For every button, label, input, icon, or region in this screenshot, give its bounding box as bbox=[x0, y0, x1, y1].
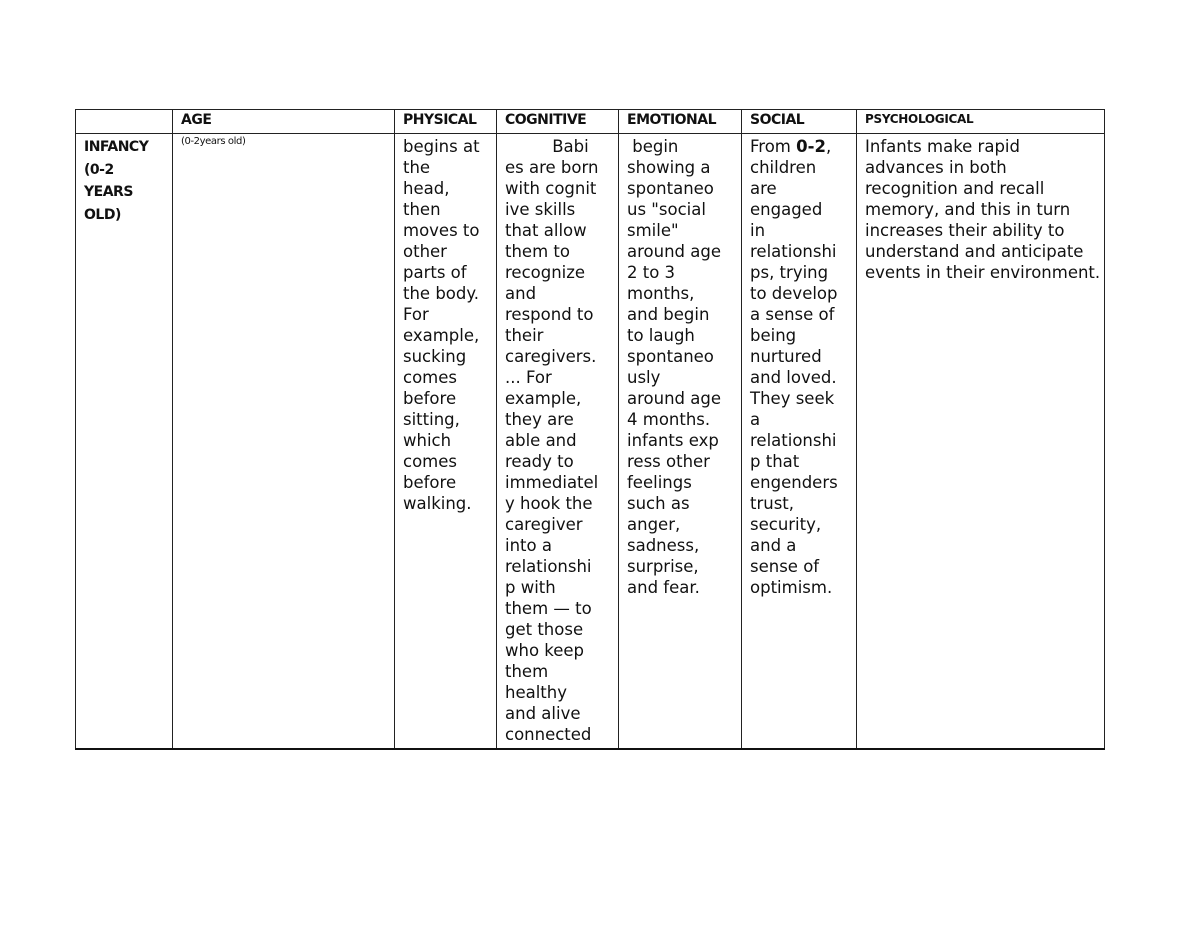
social-cell bbox=[742, 134, 857, 750]
stage-label: INFANCY (0-2 YEARS OLD) bbox=[76, 134, 173, 750]
physical-cell: begins at the head, then moves to other parts of the body. For example, sucking comes before sitting, which comes before walking. bbox=[395, 134, 497, 750]
header-stage bbox=[76, 110, 173, 134]
cognitive-cell: Babi es are born with cognit ive skills that allow them to recognize and respond to their caregivers. ... For example, they are able and ready to immediatel y hook the caregiver into a relationshi p with them — to get those who keep them healthy and alive connected bbox=[497, 134, 619, 750]
social-age-range: 0-2 bbox=[796, 137, 826, 156]
age-cell: (0-2years old) bbox=[173, 134, 395, 750]
social-text: , children are engaged in relationshi ps, trying to develop a sense of being nurtured and loved. They seek a relationshi p that engenders trust, security, and a sense of optimism. bbox=[750, 137, 838, 597]
development-table bbox=[75, 109, 1105, 750]
emotional-cell: begin showing a spontaneo us "social smile" around age 2 to 3 months, and begin to laugh spontaneo usly around age 4 months. infants exp ress other feelings such as anger, sadness, surprise, and fear. bbox=[619, 134, 742, 750]
table-row-infancy bbox=[76, 134, 1105, 750]
header-social: SOCIAL bbox=[742, 110, 857, 134]
header-age: AGE bbox=[173, 110, 395, 134]
header-emotional: EMOTIONAL bbox=[619, 110, 742, 134]
social-prefix: From bbox=[750, 137, 797, 156]
header-physical: PHYSICAL bbox=[395, 110, 497, 134]
header-row bbox=[76, 110, 1105, 134]
header-psychological: PSYCHOLOGICAL bbox=[857, 110, 1105, 134]
header-cognitive: COGNITIVE bbox=[497, 110, 619, 134]
psychological-cell: Infants make rapid advances in both recognition and recall memory, and this in turn increases their ability to understand and anticipate events in their environment. bbox=[857, 134, 1105, 750]
